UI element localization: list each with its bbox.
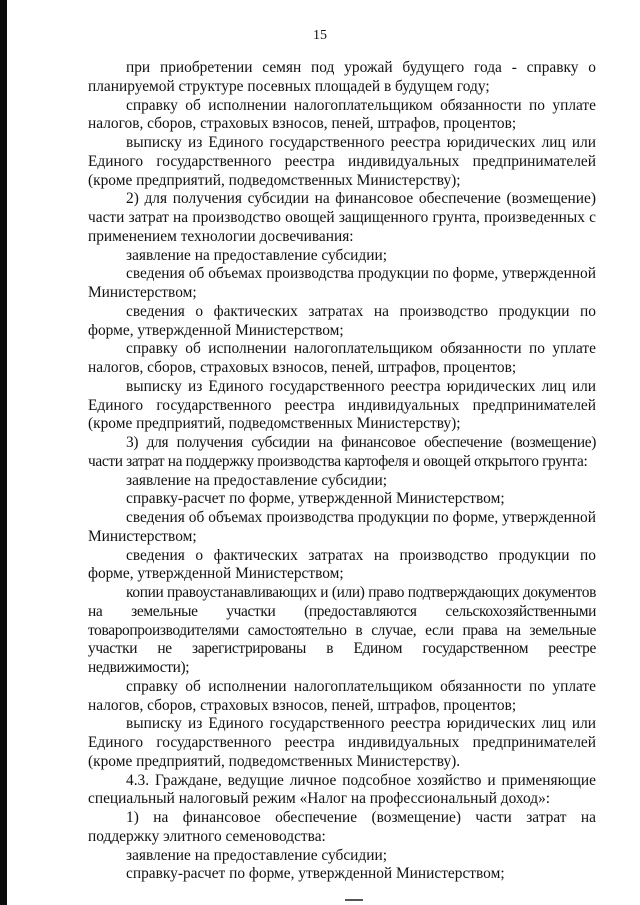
paragraph: справку об исполнении налогоплательщиком обязанности по уплате налогов, сборов, страховых взносов, пеней, штрафов, процентов; [88, 96, 596, 133]
paragraph: копии правоустанавливающих и (или) право подтверждающих документов на земельные участки (предоставляются сельскохозяйственными товаропроизводителями самостоятельно в случае, если права на земельные участки не зарегистрированы в Едином государственном реестре недвижимости); [88, 584, 596, 676]
paragraph: сведения о фактических затратах на производство продукции по форме, утвержденной Министерством; [88, 302, 596, 339]
paragraph: сведения об объемах производства продукции по форме, утвержденной Министерством; [88, 265, 596, 301]
paragraph: справку об исполнении налогоплательщиком обязанности по уплате налогов, сборов, страховых взносов, пеней, штрафов, процентов; [88, 677, 596, 714]
paragraph: 1) на финансовое обеспечение (возмещение) части затрат на поддержку элитного семеноводства: [88, 809, 596, 845]
page-number: 15 [313, 28, 327, 43]
paragraph: выписку из Единого государственного реестра юридических лиц или Единого государственного реестра индивидуальных предпринимателей (кроме предприятий, подведомственных Министерству). [88, 715, 596, 770]
paragraph: справку-расчет по форме, утвержденной Министерством; [126, 490, 505, 508]
document-body [88, 59, 596, 884]
paragraph: выписку из Единого государственного реестра юридических лиц или Единого государственного реестра индивидуальных предпринимателей (кроме предприятий, подведомственных Министерству); [88, 377, 596, 433]
paragraph: выписку из Единого государственного реестра юридических лиц или Единого государственного реестра индивидуальных предпринимателей (кроме предприятий, подведомственных Министерству); [88, 134, 596, 189]
paragraph: заявление на предоставление субсидии; [126, 846, 388, 864]
paragraph: заявление на предоставление субсидии; [126, 246, 388, 264]
scan-edge-bar [0, 0, 7, 905]
paragraph: заявление на предоставление субсидии; [126, 471, 388, 489]
paragraph: при приобретении семян под урожай будущего года - справку о планируемой структуре посевных площадей в будущем году; [88, 59, 596, 95]
paragraph: справку-расчет по форме, утвержденной Министерством; [126, 865, 505, 883]
paragraph: 3) для получения субсидии на финансовое обеспечение (возмещение) части затрат на поддержку производства картофеля и овощей открытого грунта: [88, 434, 596, 470]
paragraph: справку об исполнении налогоплательщиком обязанности по уплате налогов, сборов, страховых взносов, пеней, штрафов, процентов; [88, 340, 596, 376]
paragraph: сведения о фактических затратах на производство продукции по форме, утвержденной Министерством; [88, 546, 596, 583]
bottom-scan-mark [345, 899, 363, 901]
paragraph: 4.3. Граждане, ведущие личное подсобное хозяйство и применяющие специальный налоговый режим «Налог на профессиональный доход»: [88, 771, 596, 808]
paragraph: сведения об объемах производства продукции по форме, утвержденной Министерством; [88, 509, 596, 545]
paragraph: 2) для получения субсидии на финансовое обеспечение (возмещение) части затрат на производство овощей защищенного грунта, произведенных с применением технологии досвечивания: [88, 190, 596, 245]
